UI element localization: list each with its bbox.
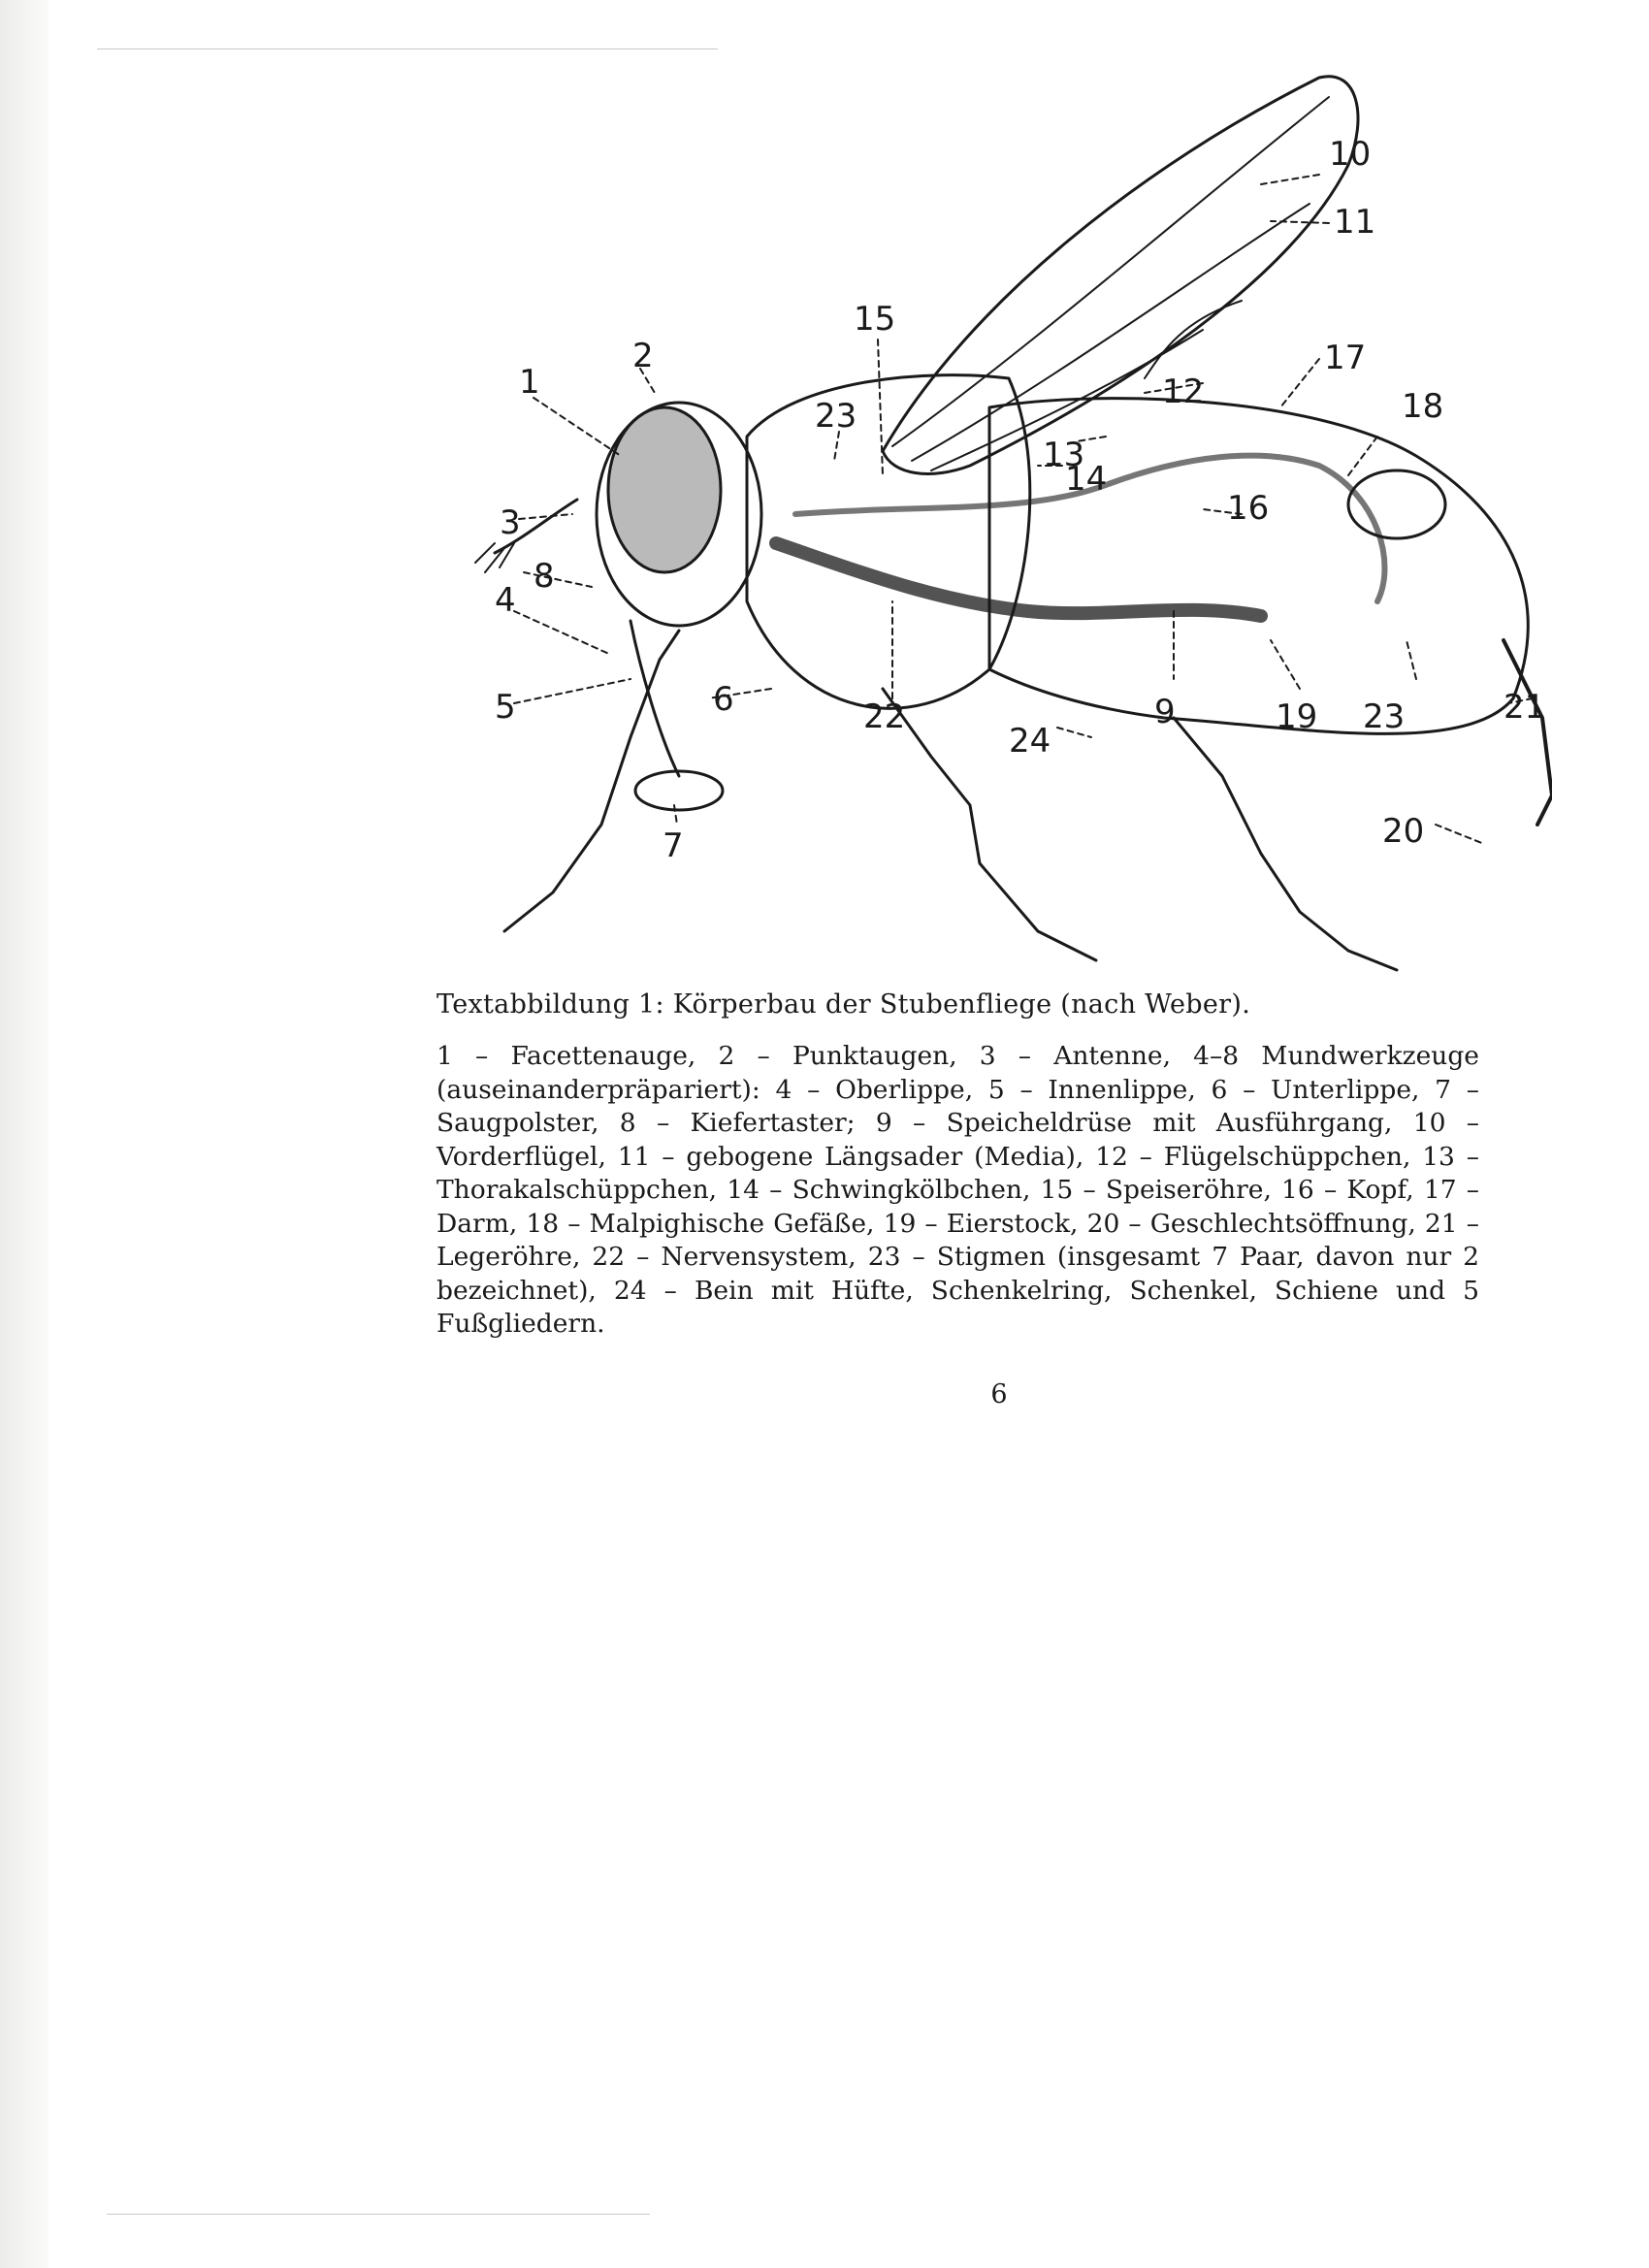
label-9: 9	[1154, 693, 1176, 731]
mouthparts	[630, 621, 679, 776]
label-21: 21	[1504, 688, 1546, 727]
label-19: 19	[1276, 697, 1318, 736]
label-14: 14	[1065, 460, 1108, 499]
scan-margin	[0, 0, 48, 2268]
label-6: 6	[713, 680, 734, 719]
label-7: 7	[663, 826, 684, 865]
label-13: 13	[1043, 436, 1085, 474]
ovipositor	[1504, 640, 1552, 825]
figure-caption-title: Textabbildung 1: Körperbau der Stubenfliege (nach Weber).	[436, 989, 1251, 1020]
label-4: 4	[495, 581, 516, 620]
label-23b: 23	[1363, 697, 1406, 736]
label-3: 3	[500, 503, 521, 542]
label-16: 16	[1227, 489, 1270, 528]
housefly-drawing	[427, 58, 1552, 989]
label-11: 11	[1334, 203, 1376, 242]
label-8: 8	[534, 557, 555, 596]
scan-artifact-line	[107, 2214, 650, 2215]
page-number: 6	[990, 1379, 1008, 1409]
label-17: 17	[1324, 339, 1367, 377]
label-20: 20	[1382, 812, 1425, 851]
middle-leg	[883, 689, 1096, 960]
label-15: 15	[854, 300, 896, 339]
compound-eye	[608, 407, 721, 572]
figure-caption-legend: 1 – Facettenauge, 2 – Punktaugen, 3 – Antenne, 4–8 Mundwerkzeuge (auseinanderpräpariert): 4 – Oberlippe, 5 – Innenlippe, 6 – Unterlippe, 7 – Saugpolster, 8 – Kiefertaster; 9 – Speicheldrüse mit Ausführgang, 10 – Vorderflügel, 11 – gebogene Längsader (Media), 12 – Flügelschüppchen, 13 – Thorakalschüppchen, 14 – Schwingkölbchen, 15 – Speiseröhre, 16 – Kopf, 17 – Darm, 18 – Malpighische Gefäße, 19 – Eierstock, 20 – Geschlechtsöffnung, 21 – Legeröhre, 22 – Nervensystem, 23 – Stigmen (insgesamt 7 Paar, davon nur 2 bezeichnet), 24 – Bein mit Hüfte, Schenkelring, Schenkel, Schiene und 5 Fußgliedern.	[436, 1041, 1479, 1339]
front-leg	[504, 631, 679, 931]
nerve-cord	[776, 543, 1261, 616]
label-12: 12	[1162, 373, 1205, 411]
label-2: 2	[632, 337, 654, 375]
label-5: 5	[495, 688, 516, 727]
hind-leg	[1174, 718, 1397, 970]
label-24: 24	[1009, 722, 1051, 761]
label-18: 18	[1402, 387, 1444, 426]
label-22: 22	[863, 697, 906, 736]
label-1: 1	[519, 363, 540, 402]
label-10: 10	[1329, 135, 1372, 174]
housefly-anatomy-figure	[427, 58, 1552, 989]
label-23a: 23	[815, 397, 857, 436]
